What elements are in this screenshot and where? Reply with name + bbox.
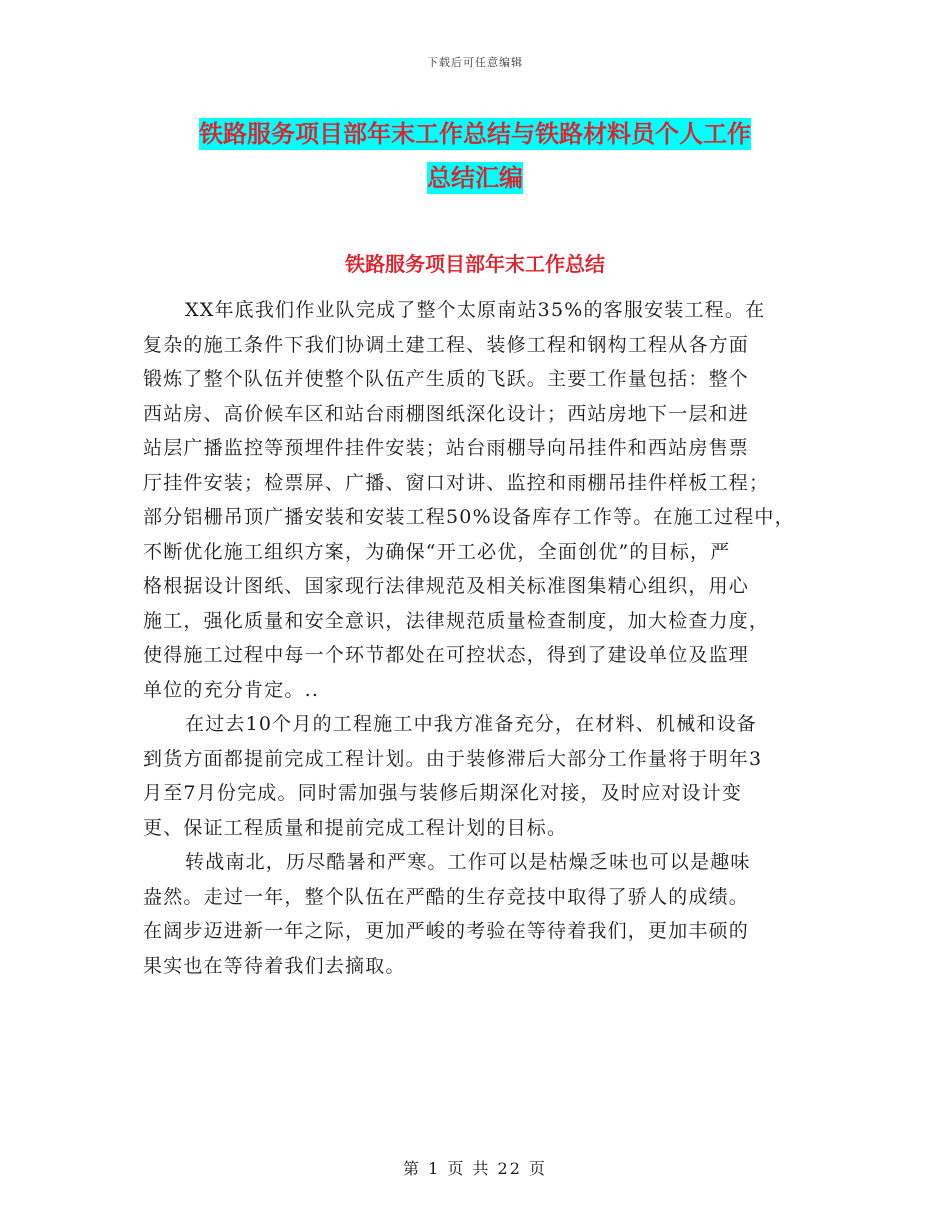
document-title-line-2: 总结汇编: [427, 164, 523, 192]
paragraph-line: 西站房、高价候车区和站台雨棚图纸深化设计；西站房地下一层和进: [143, 402, 750, 425]
paragraph-line: 复杂的施工条件下我们协调土建工程、装修工程和钢构工程从各方面: [143, 333, 750, 356]
paragraph-line: 施工，强化质量和安全意识，法律规范质量检查制度，加大检查力度，: [143, 609, 770, 632]
page-number-footer: 第 1 页 共 22 页: [403, 1159, 547, 1178]
paragraph-line: 在阔步迈进新一年之际，更加严峻的考验在等待着我们，更加丰硕的: [143, 920, 750, 942]
paragraph-line: 不断优化施工组织方案，为确保“开工必优，全面创优”的目标，严: [143, 540, 731, 563]
section-title: 铁路服务项目部年末工作总结: [345, 252, 605, 276]
paragraph-line: 在过去10个月的工程施工中我方准备充分，在材料、机械和设备: [185, 713, 757, 735]
page-header-note: 下载后可任意编辑: [427, 56, 523, 69]
body-text: [143, 293, 823, 983]
paragraph-line: 月至7月份完成。同时需加强与装修后期深化对接，及时应对设计变: [143, 782, 743, 804]
paragraph-line: 格根据设计图纸、国家现行法律规范及相关标准图集精心组织，用心: [143, 575, 750, 597]
paragraph-line: 单位的充分肯定。..: [143, 678, 320, 701]
paragraph-line: XX年底我们作业队完成了整个太原南站35%的客服安装工程。在: [185, 299, 766, 321]
paragraph-line: 厅挂件安装；检票屏、广播、窗口对讲、监控和雨棚吊挂件样板工程；: [143, 471, 770, 494]
paragraph-line: 盎然。走过一年，整个队伍在严酷的生存竞技中取得了骄人的成绩。: [143, 885, 750, 908]
paragraph-line: 使得施工过程中每一个环节都处在可控状态，得到了建设单位及监理: [143, 644, 750, 666]
document-title-line-1: 铁路服务项目部年末工作总结与铁路材料员个人工作: [199, 120, 751, 148]
paragraph-line: 到货方面都提前完成工程计划。由于装修滞后大部分工作量将于明年3: [143, 747, 763, 770]
paragraph-line: 站层广播监控等预埋件挂件安装；站台雨棚导向吊挂件和西站房售票: [143, 437, 750, 459]
paragraph-line: 转战南北，历尽酷暑和严寒。工作可以是枯燥乏味也可以是趣味: [185, 851, 751, 873]
paragraph-line: 果实也在等待着我们去摘取。: [143, 954, 406, 977]
paragraph-line: 锻炼了整个队伍并使整个队伍产生质的飞跃。主要工作量包括：整个: [143, 368, 750, 390]
paragraph-line: 更、保证工程质量和提前完成工程计划的目标。: [143, 816, 568, 839]
paragraph-line: 部分铝栅吊顶广播安装和安装工程50%设备库存工作等。在施工过程中，: [143, 506, 795, 528]
document-title: [0, 112, 950, 200]
